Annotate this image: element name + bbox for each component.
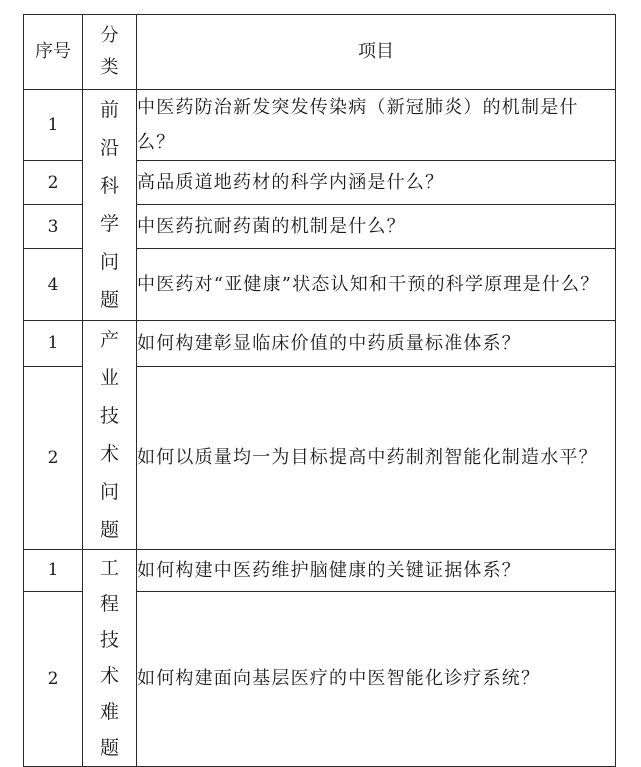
- row-seq: 2: [24, 591, 83, 766]
- row-item: 高品质道地药材的科学内涵是什么？: [137, 161, 616, 205]
- header-category: [83, 15, 137, 90]
- table-row: [24, 321, 616, 367]
- row-item: 如何以质量均一为目标提高中药制剂智能化制造水平？: [137, 366, 616, 549]
- header-seq: 序号: [24, 15, 83, 90]
- row-item: 如何构建中医药维护脑健康的关键证据体系？: [137, 550, 616, 592]
- row-seq: 1: [24, 550, 83, 592]
- category-label: 前沿科学问题: [99, 99, 119, 311]
- category-label: 工程技术难题: [99, 557, 119, 759]
- row-seq: 4: [24, 249, 83, 321]
- table-row: [24, 550, 616, 592]
- category-label: 产业技术问题: [99, 329, 119, 541]
- header-category-label: 分类: [100, 25, 119, 78]
- row-seq: 1: [24, 90, 83, 161]
- row-seq: 1: [24, 321, 83, 367]
- row-seq: 2: [24, 366, 83, 549]
- row-item: 中医药对“亚健康”状态认知和干预的科学原理是什么？: [137, 249, 616, 321]
- row-item: 如何构建彰显临床价值的中药质量标准体系？: [137, 321, 616, 367]
- table-row: [24, 90, 616, 161]
- row-seq: 3: [24, 205, 83, 249]
- category-cell: [83, 550, 137, 767]
- header-row: [24, 15, 616, 90]
- row-item: 中医药防治新发突发传染病（新冠肺炎）的机制是什么？: [137, 90, 616, 161]
- category-cell: [83, 321, 137, 550]
- category-cell: [83, 90, 137, 321]
- row-item: 中医药抗耐药菌的机制是什么？: [137, 205, 616, 249]
- row-seq: 2: [24, 161, 83, 205]
- header-item: 项目: [137, 15, 616, 90]
- row-item: 如何构建面向基层医疗的中医智能化诊疗系统？: [137, 591, 616, 766]
- issues-table: [23, 14, 616, 767]
